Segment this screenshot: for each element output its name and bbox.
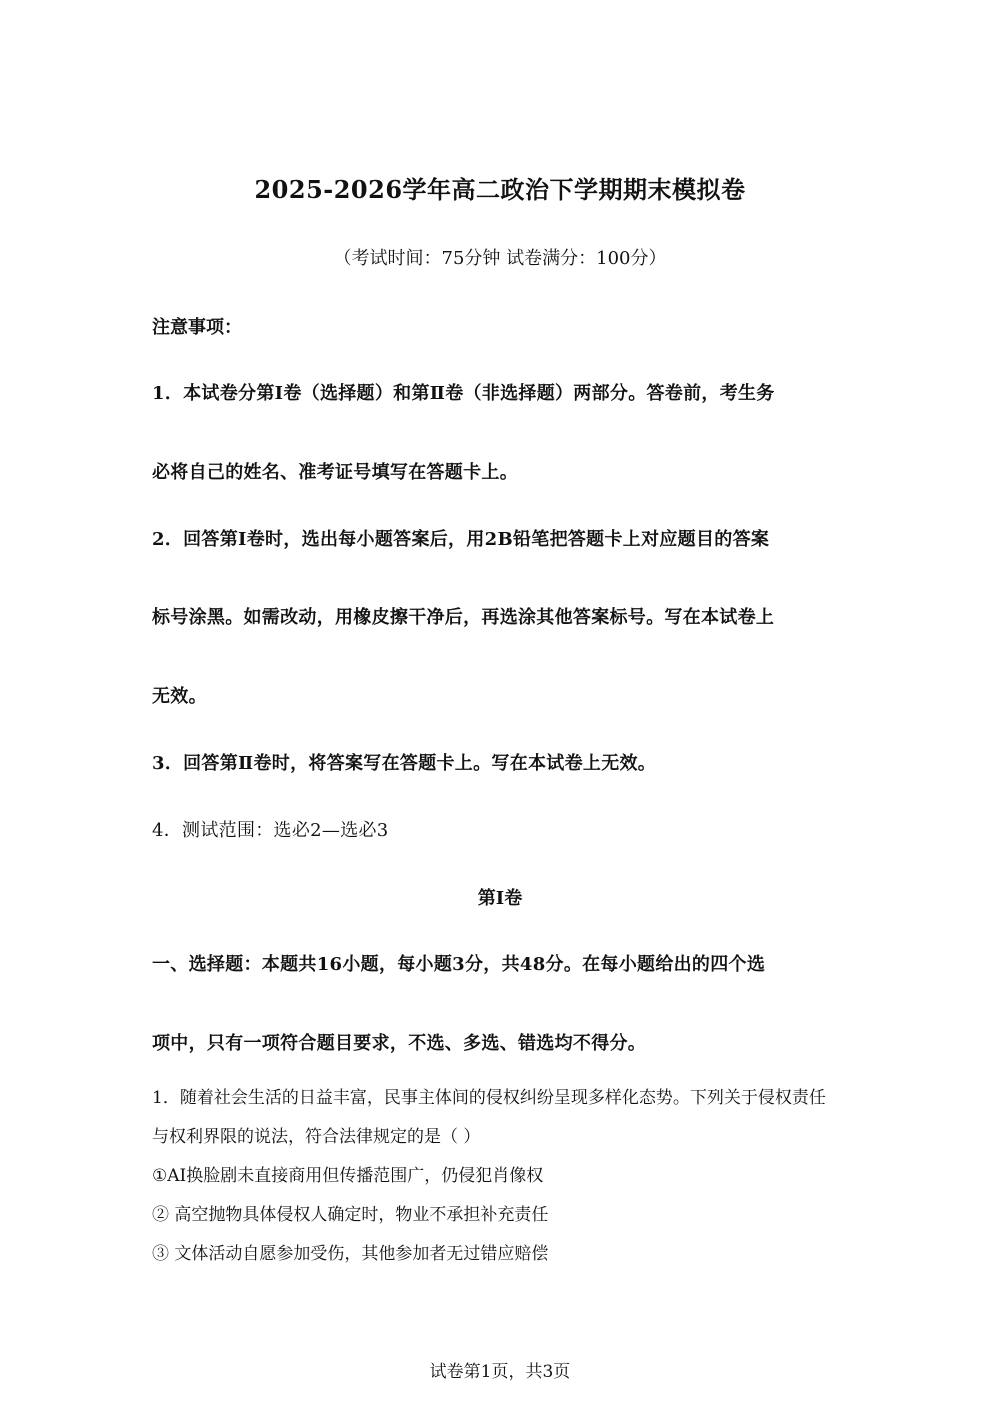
exam-title: 2025-2026学年高二政治下学期期末模拟卷 [254,175,746,204]
notice-item-scope: 4．测试范围：选必2—选必3 [152,820,389,841]
question-stem: 1．随着社会生活的日益丰富，民事主体间的侵权纠纷呈现多样化态势。下列关于侵权责任 [152,1088,826,1108]
page-footer: 试卷第1页，共3页 [429,1362,571,1382]
notice-line: 1．本试卷分第Ⅰ卷（选择题）和第Ⅱ卷（非选择题）两部分。答卷前，考生务 [152,383,775,404]
section-instruction: 一、选择题：本题共16小题，每小题3分，共48分。在每小题给出的四个选 [152,954,766,975]
notice-line: 必将自己的姓名、准考证号填写在答题卡上。 [152,462,518,483]
notice-heading: 注意事项： [152,317,242,338]
section-heading: 第Ⅰ卷 [477,888,523,909]
question-option: ①AI换脸剧未直接商用但传播范围广，仍侵犯肖像权 [152,1166,544,1186]
question-option: ② 高空抛物具体侵权人确定时，物业不承担补充责任 [152,1205,549,1225]
notice-line: 无效。 [152,686,207,707]
question-option: ③ 文体活动自愿参加受伤，其他参加者无过错应赔偿 [152,1244,549,1264]
notice-line: 3．回答第Ⅱ卷时，将答案写在答题卡上。写在本试卷上无效。 [152,753,657,774]
section-instruction: 项中，只有一项符合题目要求，不选、多选、错选均不得分。 [152,1033,647,1054]
exam-subtitle: （考试时间：75分钟 试卷满分：100分） [333,248,667,269]
notice-line: 标号涂黑。如需改动，用橡皮擦干净后，再选涂其他答案标号。写在本试卷上 [152,607,775,628]
question-stem: 与权利界限的说法，符合法律规定的是（ ） [152,1127,481,1147]
notice-line: 2．回答第Ⅰ卷时，选出每小题答案后，用2B铅笔把答题卡上对应题目的答案 [152,529,770,550]
